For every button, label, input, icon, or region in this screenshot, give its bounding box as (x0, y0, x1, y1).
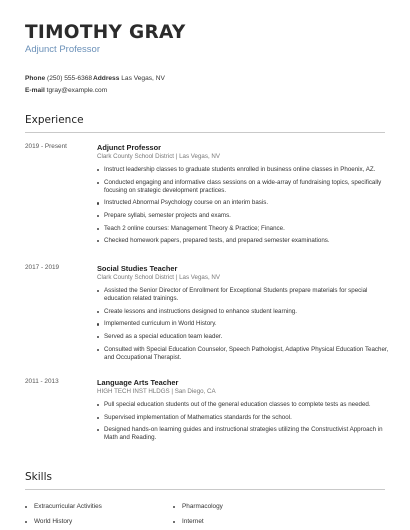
phone-row (25, 75, 92, 82)
job-dates: 2017 - 2019 (25, 264, 60, 271)
skill-item: Pharmacology (173, 503, 223, 510)
phone-value: (250) 555-6368 (47, 75, 93, 82)
candidate-name: TIMOTHY GRAY (25, 22, 186, 43)
address-label: Address (93, 75, 120, 82)
email-label: E-mail (25, 87, 45, 94)
job-dates: 2019 - Present (25, 143, 67, 150)
phone-label: Phone (25, 75, 46, 82)
job-bullet: Instruct leadership classes to graduate students enrolled in business online classes in Phoenix, AZ. (97, 166, 390, 174)
skills-divider (25, 489, 385, 490)
job-bullet: Consulted with Special Education Counselor, Speech Pathologist, Adaptive Physical Education Teacher, and Occupational Therapist. (97, 346, 390, 363)
job-company: Clark County School District | Las Vegas, NV (97, 274, 221, 281)
skill-item: Internet (173, 518, 204, 525)
job-company: HIGH TECH INST HLDGS | San Diego, CA (97, 388, 216, 395)
skills-heading: Skills (25, 471, 52, 483)
job-role: Language Arts Teacher (97, 378, 179, 387)
candidate-title: Adjunct Professor (25, 44, 100, 55)
job-bullet: Designed hands-on learning guides and instructional strategies utilizing the Constructivist Approach in Math and Reading. (97, 426, 390, 443)
job-bullet: Supervised implementation of Mathematics standards for the school. (97, 414, 390, 422)
job-bullet: Conducted engaging and informative class sessions on a wide-array of fundraising topics, specifically focusing on strategic development practices. (97, 179, 390, 196)
job-bullet: Instructed Abnormal Psychology course on an interim basis. (97, 199, 390, 207)
address-value: Las Vegas, NV (121, 75, 165, 82)
job-role: Adjunct Professor (97, 143, 162, 152)
job-dates: 2011 - 2013 (25, 378, 59, 385)
job-bullet: Checked homework papers, prepared tests, and prepared semester examinations. (97, 237, 390, 245)
address-row (93, 75, 165, 82)
job-bullets (97, 166, 390, 250)
job-company: Clark County School District | Las Vegas, NV (97, 153, 221, 160)
job-bullet: Pull special education students out of the general education classes to complete tests as needed. (97, 401, 390, 409)
skill-item: Extracurricular Activities (25, 503, 102, 510)
job-role: Social Studies Teacher (97, 264, 178, 273)
job-bullet: Implemented curriculum in World History. (97, 320, 390, 328)
job-bullet: Create lessons and instructions designed to enhance student learning. (97, 308, 390, 316)
job-bullets (97, 401, 390, 447)
job-bullet: Served as a special education team leader. (97, 333, 390, 341)
email-row (25, 87, 107, 94)
skill-item: World History (25, 518, 72, 525)
job-bullet: Teach 2 online courses: Management Theory & Practice; Finance. (97, 225, 390, 233)
job-bullet: Prepare syllabi, semester projects and exams. (97, 212, 390, 220)
experience-heading: Experience (25, 114, 84, 126)
email-value: tgray@example.com (46, 87, 108, 94)
experience-divider (25, 132, 385, 133)
job-bullets (97, 287, 390, 367)
job-bullet: Assisted the Senior Director of Enrollment for Exceptional Students prepare materials for special education related trainings. (97, 287, 390, 304)
